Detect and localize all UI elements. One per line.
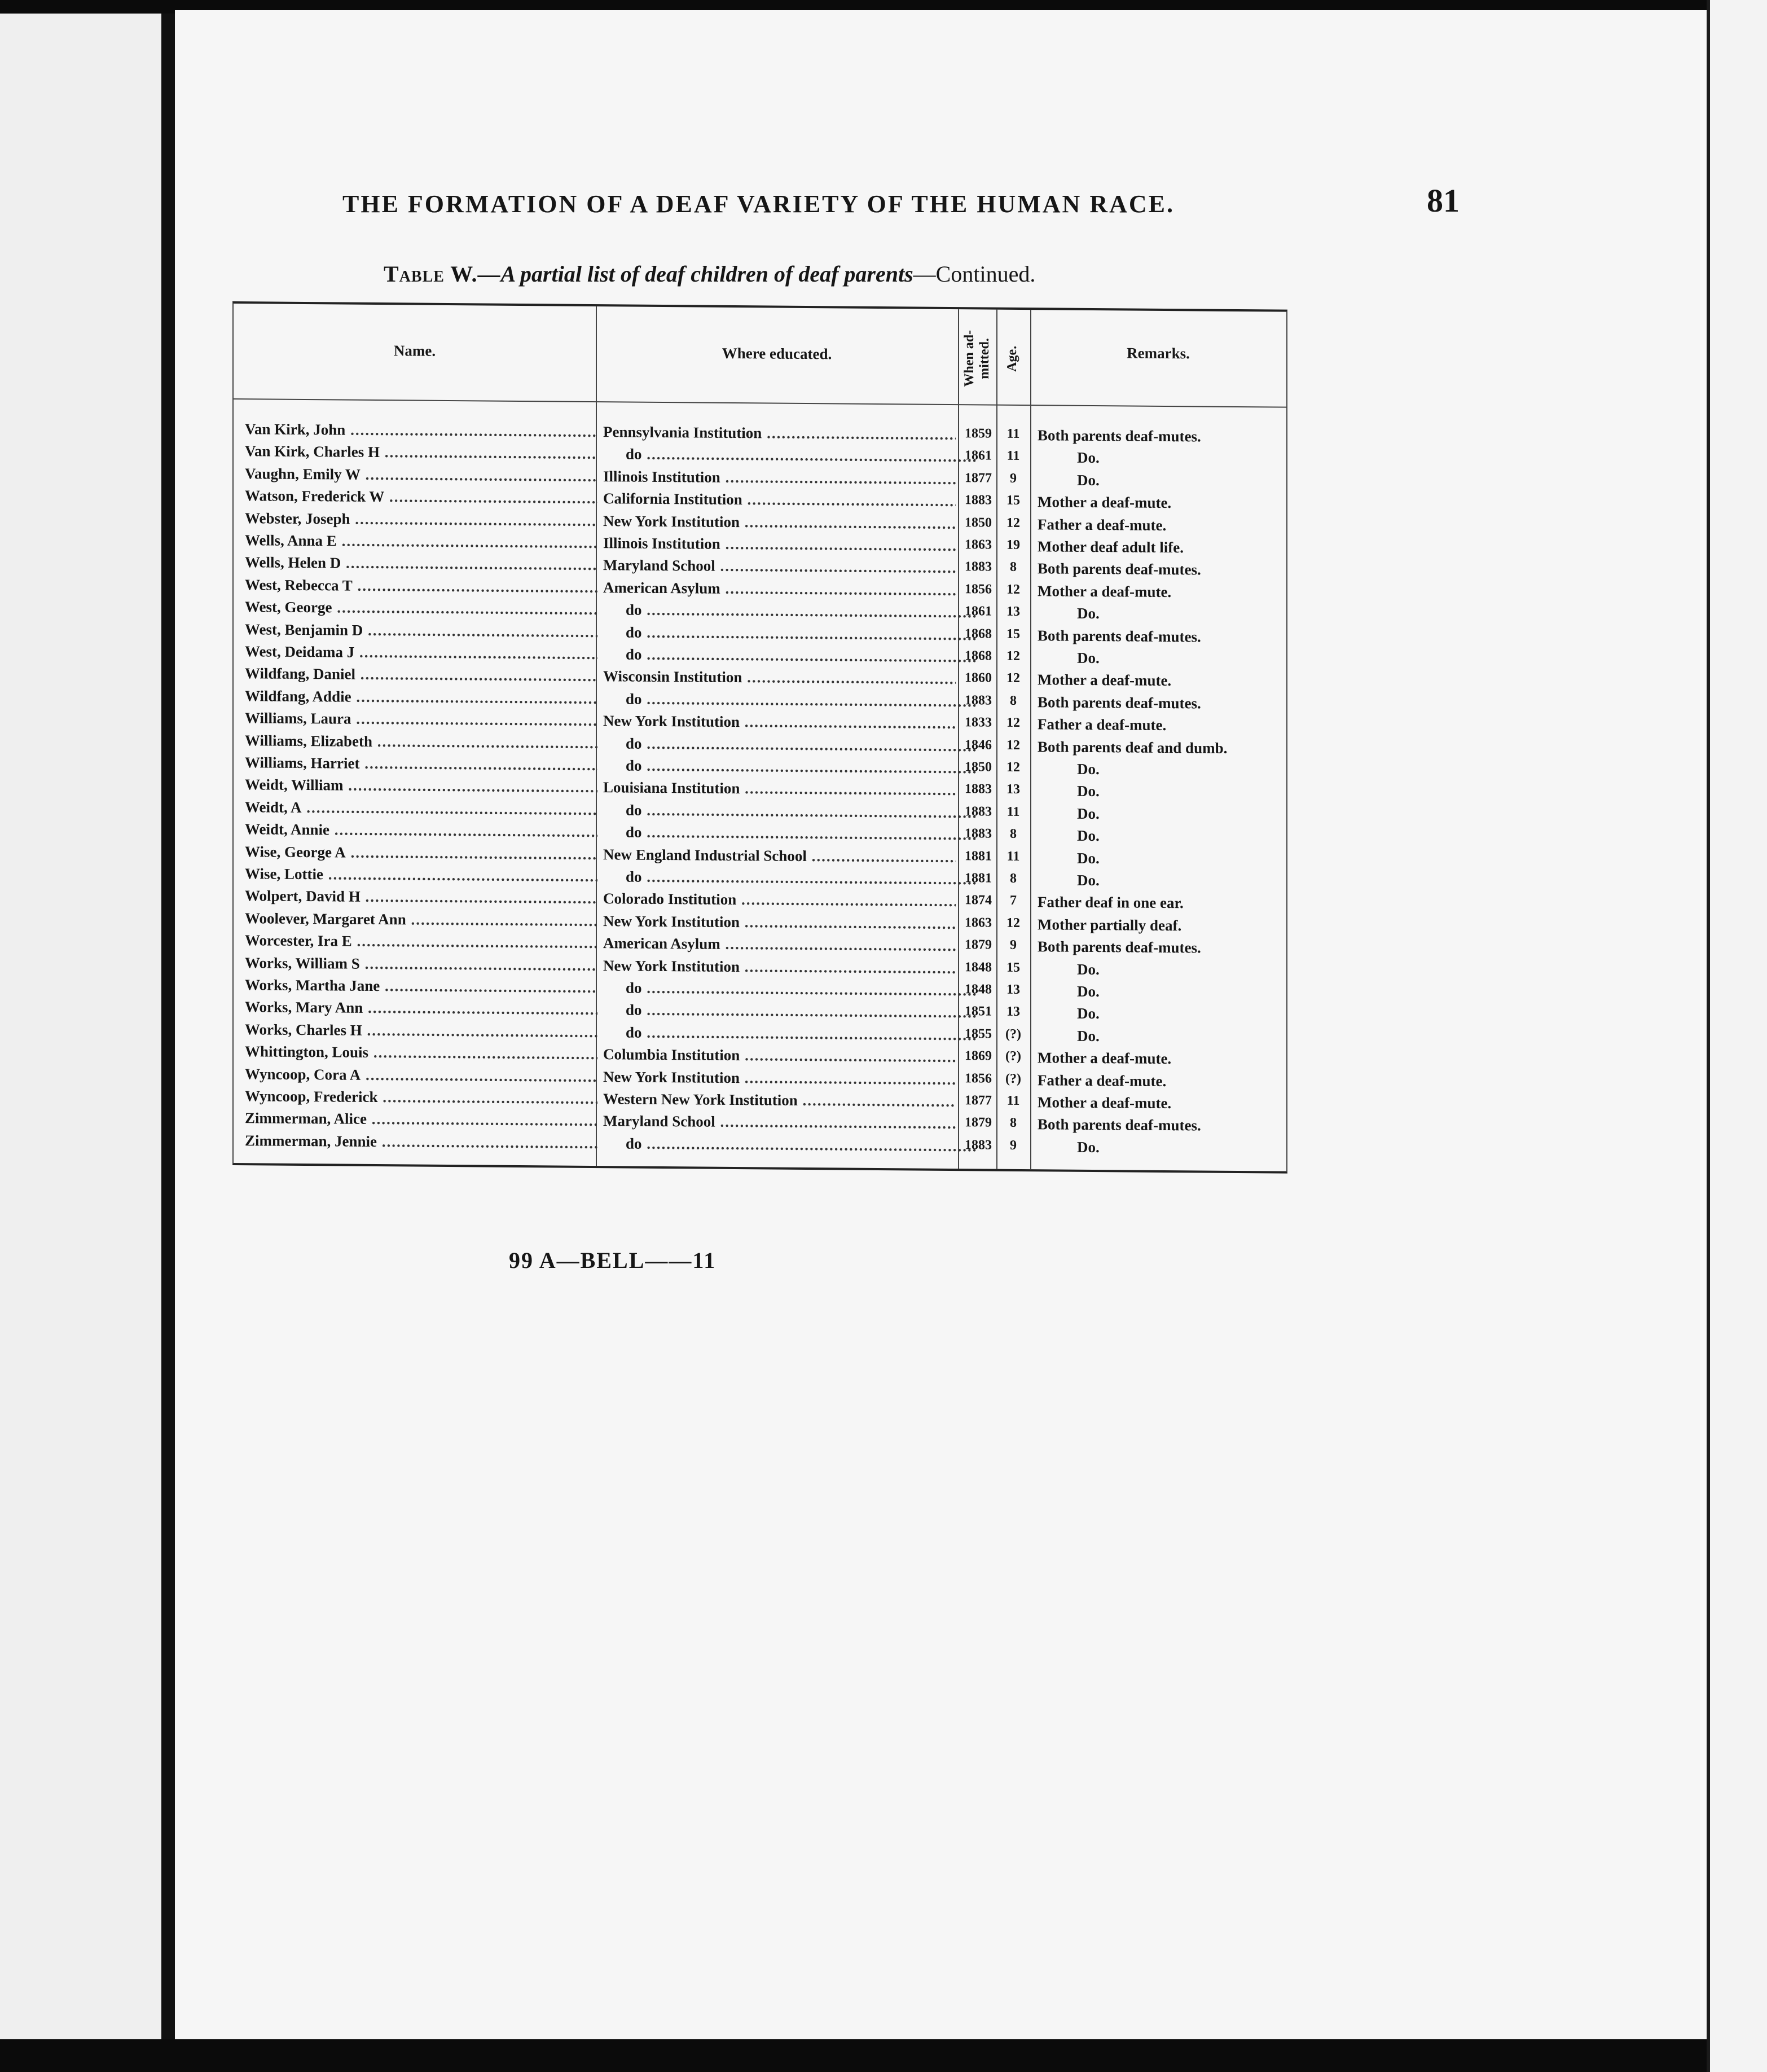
cell-age: 11 [1006,426,1020,441]
cell-where-educated: do ..... [603,646,978,666]
cell-when-admitted: 1877 [965,1093,992,1108]
caption-continued: —Continued. [913,261,1036,287]
running-head [342,182,1460,227]
cell-age: 12 [1006,648,1020,664]
cell-age: 12 [1006,915,1020,930]
cell-when-admitted: 1883 [965,804,992,819]
cell-remarks: Do. [1077,604,1100,622]
cell-age: 12 [1006,760,1020,775]
cell-where-educated: New York Institution ..... [603,1068,956,1088]
cell-when-admitted: 1846 [965,737,992,753]
header-name: Name. [393,342,436,359]
signature-mark: 99 A—BELL——11 [509,1248,717,1273]
cell-name: Wildfang, Addie ..... [245,687,597,708]
cell-remarks: Do. [1077,982,1100,1000]
cell-when-admitted: 1883 [965,493,992,508]
cell-age: 13 [1006,604,1020,620]
cell-where-educated: American Asylum ..... [603,579,956,599]
cell-name: Woolever, Margaret Ann ..... [245,910,597,930]
cell-age: 11 [1006,449,1020,464]
cell-age: 13 [1006,1004,1020,1020]
cell-when-admitted: 1881 [965,848,992,864]
cell-when-admitted: 1868 [965,626,992,642]
cell-remarks: Both parents deaf-mutes. [1038,693,1201,712]
cell-age: 12 [1006,515,1020,530]
cell-age: 12 [1006,738,1020,753]
cell-remarks: Father deaf in one ear. [1038,893,1184,912]
cell-age: 15 [1006,626,1020,642]
cell-when-admitted: 1861 [965,448,992,463]
cell-name: Works, Martha Jane ..... [245,976,597,997]
cell-name: Works, Charles H ..... [245,1021,597,1041]
cell-when-admitted: 1869 [965,1048,992,1064]
cell-where-educated: do ..... [603,801,978,822]
cell-where-educated: New England Industrial School ..... [603,846,956,866]
cell-where-educated: do ..... [603,624,978,644]
cell-when-admitted: 1883 [965,782,992,797]
cell-name: Wyncoop, Frederick ..... [245,1087,597,1108]
cell-where-educated: do ..... [603,446,978,466]
cell-age: 9 [1010,1138,1017,1153]
cell-name: Van Kirk, John ..... [245,420,597,441]
cell-when-admitted: 1874 [965,893,992,908]
cell-where-educated: Maryland School ..... [603,557,956,577]
cell-remarks: Father a deaf-mute. [1038,1071,1167,1090]
cell-age: 12 [1006,582,1020,597]
cell-remarks: Mother a deaf-mute. [1038,582,1172,600]
cell-when-admitted: 1856 [965,581,992,597]
cell-where-educated: Colorado Institution ..... [603,890,956,911]
cell-when-admitted: 1868 [965,648,992,664]
header-age: Age. [1005,345,1019,372]
cell-name: Wells, Anna E ..... [245,532,597,552]
cell-age: (?) [1005,1048,1021,1064]
cell-when-admitted: 1851 [965,1004,992,1019]
cell-where-educated: Illinois Institution ..... [603,468,956,488]
cell-age: 8 [1010,827,1017,842]
cell-age: 8 [1010,693,1017,708]
cell-name: Wyncoop, Cora A ..... [245,1065,597,1086]
cell-where-educated: do ..... [603,1002,978,1022]
cell-age: 9 [1010,938,1017,953]
cell-age: 8 [1010,871,1017,886]
cell-remarks: Do. [1077,1005,1100,1022]
cell-remarks: Mother partially deaf. [1038,916,1182,934]
cell-age: 11 [1006,1093,1020,1108]
cell-remarks: Do. [1077,760,1100,778]
header-when-admitted: When ad- mitted. [962,330,992,387]
cell-where-educated: Wisconsin Institution ..... [603,668,956,688]
cell-where-educated: do ..... [603,823,978,844]
page-number: 81 [1427,182,1460,219]
cell-remarks: Mother a deaf-mute. [1038,1049,1172,1068]
cell-when-admitted: 1860 [965,670,992,686]
cell-name: Van Kirk, Charles H ..... [245,443,597,463]
cell-when-admitted: 1833 [965,715,992,730]
cell-when-admitted: 1883 [965,692,992,708]
cell-name: Zimmerman, Jennie ..... [245,1132,597,1152]
cell-age: 11 [1006,849,1020,864]
cell-where-educated: Columbia Institution ..... [603,1046,956,1066]
cell-when-admitted: 1883 [965,1137,992,1153]
cell-age: 11 [1006,804,1020,819]
cell-remarks: Mother a deaf-mute. [1038,671,1172,690]
cell-age: 13 [1006,982,1020,997]
cell-age: 9 [1010,471,1017,486]
cell-age: (?) [1005,1071,1021,1086]
cell-remarks: Do. [1077,649,1100,667]
cell-where-educated: do ..... [603,868,978,888]
cell-remarks: Do. [1077,805,1100,822]
cell-remarks: Do. [1077,1027,1100,1044]
cell-remarks: Do. [1077,827,1100,845]
cell-where-educated: California Institution ..... [603,490,956,510]
cell-when-admitted: 1850 [965,515,992,530]
cell-remarks: Father a deaf-mute. [1038,715,1167,734]
header-remarks: Remarks. [1127,344,1190,362]
cell-remarks: Both parents deaf-mutes. [1038,938,1201,956]
cell-name: Worcester, Ira E ..... [245,932,597,952]
cell-age: 12 [1006,671,1020,686]
cell-remarks: Do. [1077,871,1100,889]
cell-age: 8 [1010,1116,1017,1131]
cell-name: Williams, Harriet ..... [245,754,597,774]
cell-age: 19 [1006,537,1020,552]
cell-name: Weidt, A ..... [245,798,597,819]
cell-when-admitted: 1850 [965,760,992,775]
cell-where-educated: Louisiana Institution ..... [603,779,956,800]
cell-remarks: Father a deaf-mute. [1038,515,1167,534]
cell-remarks: Do. [1077,849,1100,867]
cell-age: 13 [1006,782,1020,797]
cell-remarks: Both parents deaf-mutes. [1038,626,1201,646]
cell-name: Works, William S ..... [245,954,597,974]
cell-remarks: Both parents deaf-mutes. [1038,560,1201,578]
cell-where-educated: Illinois Institution ..... [603,534,956,555]
caption-title: A partial list of deaf children of deaf parents [500,261,913,287]
cell-when-admitted: 1848 [965,982,992,997]
cell-where-educated: do ..... [603,979,978,999]
cell-name: Williams, Laura ..... [245,709,597,730]
cell-where-educated: Pennsylvania Institution ..... [603,423,956,444]
cell-when-admitted: 1883 [965,826,992,841]
cell-where-educated: New York Institution ..... [603,912,956,933]
cell-where-educated: New York Institution ..... [603,712,956,732]
cell-when-admitted: 1863 [965,915,992,930]
cell-remarks: Mother deaf adult life. [1038,538,1184,556]
cell-remarks: Do. [1077,471,1100,489]
cell-remarks: Do. [1077,449,1100,467]
header-where-educated: Where educated. [722,344,832,363]
cell-when-admitted: 1879 [965,1115,992,1130]
cell-when-admitted: 1848 [965,959,992,975]
cell-when-admitted: 1861 [965,604,992,619]
cell-age: 7 [1010,893,1017,908]
cell-remarks: Do. [1077,783,1100,800]
cell-when-admitted: 1855 [965,1026,992,1042]
page-edge [1707,0,1767,2072]
cell-name: Watson, Frederick W ..... [245,487,597,507]
cell-where-educated: do ..... [603,735,978,755]
cell-where-educated: Maryland School ..... [603,1113,956,1133]
cell-where-educated: American Asylum ..... [603,934,956,955]
facing-page [0,14,161,2039]
cell-when-admitted: 1883 [965,559,992,574]
cell-when-admitted: 1863 [965,537,992,552]
cell-name: West, Deidama J ..... [245,643,597,663]
cell-remarks: Mother a deaf-mute. [1038,493,1172,512]
cell-name: Wise, Lottie ..... [245,865,597,885]
cell-name: West, Rebecca T ..... [245,576,597,596]
cell-age: 8 [1010,560,1017,575]
cell-remarks: Both parents deaf and dumb. [1038,738,1228,757]
cell-name: West, George ..... [245,598,597,618]
cell-name: Wells, Helen D ..... [245,554,597,574]
cell-remarks: Both parents deaf-mutes. [1038,1116,1201,1134]
cell-remarks: Do. [1077,1138,1100,1156]
cell-name: Whittington, Louis ..... [245,1043,597,1063]
cell-when-admitted: 1877 [965,470,992,486]
cell-where-educated: Western New York Institution ..... [603,1090,956,1110]
cell-name: Wise, George A ..... [245,843,597,863]
cell-where-educated: do ..... [603,757,978,777]
cell-where-educated: New York Institution ..... [603,957,956,977]
cell-where-educated: do ..... [603,1135,978,1155]
cell-where-educated: do ..... [603,601,978,621]
cell-remarks: Do. [1077,960,1100,978]
cell-name: Weidt, Annie ..... [245,820,597,841]
cell-name: Weidt, William ..... [245,776,597,797]
book-gutter [161,14,175,2039]
cell-when-admitted: 1879 [965,937,992,952]
cell-name: Vaughn, Emily W ..... [245,465,597,485]
cell-where-educated: New York Institution ..... [603,512,956,533]
cell-when-admitted: 1856 [965,1070,992,1086]
header-rule [234,398,1286,408]
cell-when-admitted: 1881 [965,871,992,886]
cell-remarks: Mother a deaf-mute. [1038,1094,1172,1112]
cell-age: 15 [1006,493,1020,508]
cell-age: (?) [1005,1026,1021,1042]
cell-name: Williams, Elizabeth ..... [245,732,597,752]
cell-where-educated: do ..... [603,1024,978,1044]
data-table [232,301,1287,1174]
caption-prefix: Table W.— [384,261,501,287]
table-caption [384,261,1320,287]
cell-where-educated: do ..... [603,690,978,710]
cell-age: 15 [1006,960,1020,975]
cell-when-admitted: 1859 [965,426,992,441]
cell-name: Wolpert, David H ..... [245,888,597,908]
cell-name: Works, Mary Ann ..... [245,999,597,1019]
page-title: THE FORMATION OF A DEAF VARIETY OF THE HUMAN RACE. [342,190,1175,218]
cell-name: Zimmerman, Alice ..... [245,1110,597,1130]
cell-age: 12 [1006,715,1020,731]
cell-name: West, Benjamin D ..... [245,621,597,641]
cell-name: Wildfang, Daniel ..... [245,665,597,686]
cell-remarks: Both parents deaf-mutes. [1038,427,1201,445]
cell-name: Webster, Joseph ..... [245,510,597,530]
